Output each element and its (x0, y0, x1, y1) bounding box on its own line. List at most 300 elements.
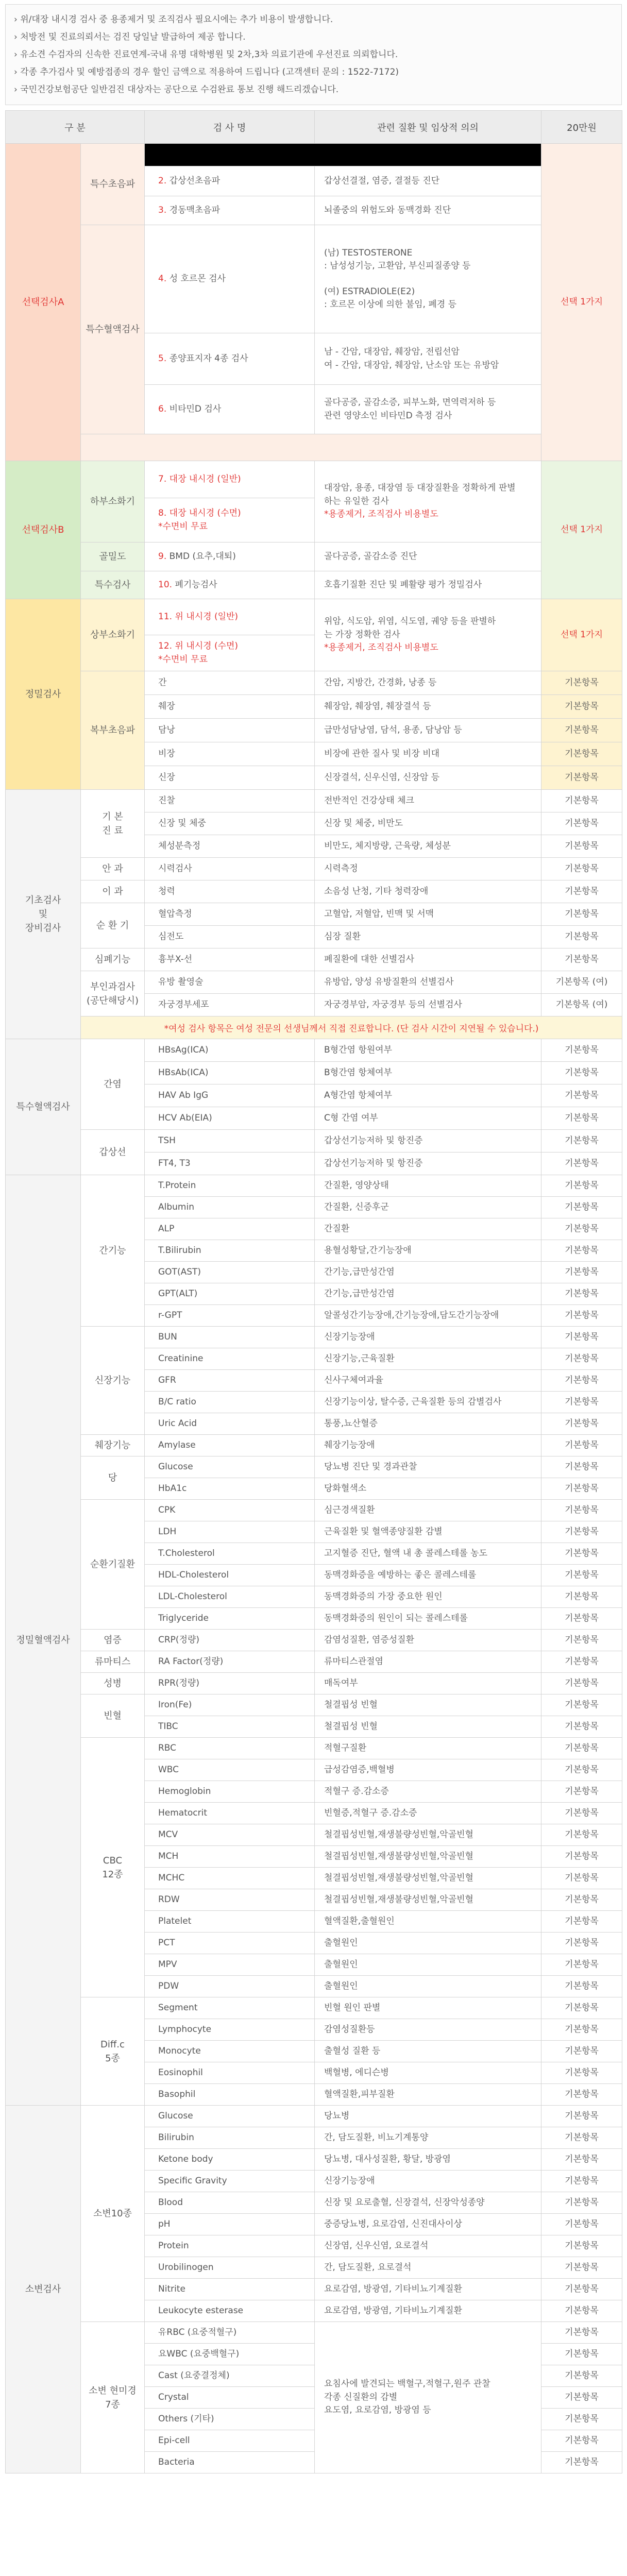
item-desc: 신장기능장애 (315, 1327, 541, 1348)
item-desc: 출혈원인 (315, 1933, 541, 1954)
header-price: 20만원 (541, 111, 622, 144)
item-price: 기본항목 (541, 1911, 622, 1933)
item-price: 기본항목 (여) (541, 971, 622, 994)
item-name: TIBC (145, 1716, 315, 1738)
item-name: Creatinine (145, 1348, 315, 1370)
item-desc: 호흡기질환 진단 및 폐활량 평가 정밀검사 (315, 571, 541, 599)
item-desc: 간, 담도질환, 요로결석 (315, 2257, 541, 2279)
table-row (6, 571, 622, 599)
item-name: r-GPT (145, 1305, 315, 1327)
item-desc: 골다공증, 골감소증, 피부노화, 면역력저하 등 관련 영양소인 비타민D 측정 검사 (315, 385, 541, 434)
header-category: 구 분 (6, 111, 145, 144)
item-name: Crystal (145, 2387, 315, 2409)
item-name: Basophil (145, 2084, 315, 2106)
sub-category: 췌장기능 (81, 1435, 145, 1456)
sub-category: 부인과검사 (공단해당시) (81, 971, 145, 1016)
item-name: MCV (145, 1824, 315, 1846)
item-desc: 혈액질환,피부질환 (315, 2084, 541, 2106)
table-header (6, 111, 622, 144)
item-name: HbA1c (145, 1478, 315, 1500)
item-desc: 출혈원인 (315, 1954, 541, 1976)
item-price: 기본항목 (541, 790, 622, 812)
item-name: Cast (요중결정체) (145, 2365, 315, 2387)
item-desc: 신장염, 신우신염, 요로결석 (315, 2235, 541, 2257)
item-desc: 중증당뇨병, 요로감염, 신진대사이상 (315, 2214, 541, 2235)
sub-category: 소변10종 (81, 2106, 145, 2322)
item-price: 기본항목 (541, 2257, 622, 2279)
item-name: 췌장 (145, 695, 315, 719)
table-row (6, 1651, 622, 1673)
item-price: 기본항목 (541, 1348, 622, 1370)
item-name: T.Bilirubin (145, 1240, 315, 1262)
item-name: PDW (145, 1976, 315, 1997)
item-desc: 간질환, 영양상태 (315, 1175, 541, 1197)
sub-category: 당 (81, 1456, 145, 1500)
item-price: 기본항목 (541, 766, 622, 790)
header-desc: 관련 질환 및 임상적 의의 (315, 111, 541, 144)
item-name: 11. 위 내시경 (일반) (145, 599, 315, 635)
item-name: 5. 종양표지자 4종 검사 (145, 333, 315, 385)
item-price: 기본항목 (541, 1759, 622, 1781)
item-name: 자궁경부세포 (145, 994, 315, 1016)
checkup-table (5, 110, 622, 2473)
item-desc: 전반적인 건강상태 체크 (315, 790, 541, 812)
item-name: GFR (145, 1370, 315, 1392)
desc-line: 각종 신질환의 감별 (324, 2392, 398, 2402)
item-desc: 췌장암, 췌장염, 췌장결석 등 (315, 695, 541, 719)
sub-category: 성병 (81, 1673, 145, 1694)
sub-category: 간기능 (81, 1175, 145, 1327)
item-price: 기본항목 (541, 1997, 622, 2019)
item-name: 8. 대장 내시경 (수면) *수면비 무료 (145, 498, 315, 543)
item-price: 기본항목 (541, 1694, 622, 1716)
item-price: 기본항목 (541, 2344, 622, 2365)
table-row (6, 1997, 622, 2019)
item-desc: 류마티스관절염 (315, 1651, 541, 1673)
item-name: 요WBC (요중백혈구) (145, 2344, 315, 2365)
item-name: 3. 경동맥초음파 (145, 196, 315, 225)
item-price: 기본항목 (541, 1673, 622, 1694)
item-desc: 철결핍성빈혈,재생불량성빈혈,악골빈혈 (315, 1868, 541, 1889)
item-price: 기본항목 (541, 1478, 622, 1500)
item-name: CRP(정량) (145, 1630, 315, 1651)
item-desc: 철결핍성빈혈,재생불량성빈혈,악골빈혈 (315, 1889, 541, 1911)
item-name: T.Protein (145, 1175, 315, 1197)
item-name: LDL-Cholesterol (145, 1586, 315, 1608)
item-price: 기본항목 (541, 948, 622, 971)
sub-category: 안 과 (81, 858, 145, 880)
item-name: Lymphocyte (145, 2019, 315, 2041)
item-price: 기본항목 (541, 1824, 622, 1846)
item-desc: 신장기능장애 (315, 2171, 541, 2192)
item-price: 기본항목 (541, 835, 622, 858)
choice-badge: 선택 1가지 (541, 599, 622, 671)
item-desc: 갑상선기능저하 및 항진증 (315, 1153, 541, 1175)
item-price: 기본항목 (541, 1846, 622, 1868)
microscopy-desc (315, 2322, 541, 2473)
table-row (6, 543, 622, 571)
desc-line: 요도염, 요로감염, 방광염 등 (324, 2405, 431, 2416)
category-select-b: 선택검사B (6, 461, 81, 599)
redacted-bar (145, 144, 541, 166)
item-name: TSH (145, 1130, 315, 1153)
item-desc: 유방암, 양성 유방질환의 선별검사 (315, 971, 541, 994)
item-price: 기본항목 (541, 2127, 622, 2149)
item-desc: 소음성 난청, 기타 청력장애 (315, 880, 541, 903)
table-row (6, 1456, 622, 1478)
item-price: 기본항목 (541, 1153, 622, 1175)
item-name: 10. 폐기능검사 (145, 571, 315, 599)
category-precise: 정밀검사 (6, 599, 81, 790)
table-row (6, 1435, 622, 1456)
item-desc: 간질환, 신증후군 (315, 1197, 541, 1218)
item-name: Nitrite (145, 2279, 315, 2300)
sub-abdomen: 복부초음파 (81, 671, 145, 790)
item-desc: 간질환 (315, 1218, 541, 1240)
item-desc: (남) TESTOSTERONE : 남성성기능, 고환암, 부신피질종양 등 (여) ESTRADIOLE(E2) : 호르몬 이상에 의한 불임, 폐경 등 (315, 225, 541, 333)
item-name: MCH (145, 1846, 315, 1868)
item-desc: 간기능,급만성간염 (315, 1262, 541, 1283)
item-price: 기본항목 (541, 2452, 622, 2473)
item-price: 기본항목 (541, 2171, 622, 2192)
item-price: 기본항목 (541, 1392, 622, 1413)
item-price: 기본항목 (541, 1435, 622, 1456)
item-name: Segment (145, 1997, 315, 2019)
notice-line: › 유소견 수검자의 신속한 진료연계-국내 유명 대학병원 및 2차,3차 의료기관에 우선진료 의뢰합니다. (14, 49, 398, 60)
choice-badge: 선택 1가지 (541, 144, 622, 461)
item-name: MCHC (145, 1868, 315, 1889)
item-price: 기본항목 (541, 1803, 622, 1824)
table-row (6, 790, 622, 812)
item-price: 기본항목 (541, 2387, 622, 2409)
table-row (6, 1673, 622, 1694)
table-row (6, 903, 622, 926)
item-price: 기본항목 (541, 880, 622, 903)
item-name: RBC (145, 1738, 315, 1759)
item-desc: 폐질환에 대한 선별검사 (315, 948, 541, 971)
header-item: 검 사 명 (145, 111, 315, 144)
item-desc: 심장 질환 (315, 926, 541, 948)
item-desc: 적혈구질환 (315, 1738, 541, 1759)
item-desc: 급만성담낭염, 담석, 용종, 담낭암 등 (315, 719, 541, 742)
item-name: 흉부X-선 (145, 948, 315, 971)
item-price: 기본항목 (541, 1976, 622, 1997)
item-name: Urobilinogen (145, 2257, 315, 2279)
item-name: 담낭 (145, 719, 315, 742)
item-name: T.Cholesterol (145, 1543, 315, 1565)
item-desc: 갑상선결절, 염증, 결절등 진단 (315, 166, 541, 196)
item-name: Glucose (145, 1456, 315, 1478)
item-price: 기본항목 (541, 1608, 622, 1630)
item-name: Uric Acid (145, 1413, 315, 1435)
item-desc: 당뇨병 진단 및 경과관찰 (315, 1456, 541, 1478)
item-desc: 혈액질환,출혈원인 (315, 1911, 541, 1933)
item-price: 기본항목 (여) (541, 994, 622, 1016)
item-name: Triglyceride (145, 1608, 315, 1630)
item-name: CPK (145, 1500, 315, 1521)
item-price: 기본항목 (541, 2106, 622, 2127)
item-name: RDW (145, 1889, 315, 1911)
sub-category: 류마티스 (81, 1651, 145, 1673)
sub-category: 소변 현미경 7종 (81, 2322, 145, 2473)
item-price: 기본항목 (541, 1107, 622, 1130)
item-price: 기본항목 (541, 742, 622, 766)
item-desc: 간, 담도질환, 비뇨기계통양 (315, 2127, 541, 2149)
table-row (6, 2322, 622, 2344)
item-price: 기본항목 (541, 1716, 622, 1738)
sub-category: 빈혈 (81, 1694, 145, 1738)
item-price: 기본항목 (541, 2235, 622, 2257)
item-desc: 요로감염, 방광염, 기타비뇨기계질환 (315, 2279, 541, 2300)
item-name: 유방 촬영술 (145, 971, 315, 994)
table-row (6, 1016, 622, 1039)
item-name: ALP (145, 1218, 315, 1240)
spacer-row (81, 434, 541, 461)
item-desc: 비만도, 체지방량, 근육량, 체성분 (315, 835, 541, 858)
item-name: RA Factor(정량) (145, 1651, 315, 1673)
item-price: 기본항목 (541, 671, 622, 695)
item-desc: 출혈원인 (315, 1976, 541, 1997)
item-desc: 동맥경화증의 원인이 되는 콜레스테롤 (315, 1608, 541, 1630)
table-row (6, 1738, 622, 1759)
item-desc: 근육질환 및 혈액종양질환 감별 (315, 1521, 541, 1543)
table-row (6, 1327, 622, 1348)
choice-badge: 선택 1가지 (541, 461, 622, 599)
item-desc: A형간염 항체여부 (315, 1084, 541, 1107)
table-row (6, 1500, 622, 1521)
item-name: 간 (145, 671, 315, 695)
item-price: 기본항목 (541, 2062, 622, 2084)
sub-special: 특수검사 (81, 571, 145, 599)
item-price: 기본항목 (541, 2041, 622, 2062)
item-price: 기본항목 (541, 1868, 622, 1889)
item-price: 기본항목 (541, 1889, 622, 1911)
table-row (6, 225, 622, 333)
item-desc: 동맥경화증의 가장 중요한 원인 (315, 1586, 541, 1608)
item-desc: C형 간염 여부 (315, 1107, 541, 1130)
item-price: 기본항목 (541, 2300, 622, 2322)
item-desc: 철결핍성 빈혈 (315, 1716, 541, 1738)
item-desc: 당화혈색소 (315, 1478, 541, 1500)
item-price: 기본항목 (541, 1262, 622, 1283)
item-price: 기본항목 (541, 1521, 622, 1543)
item-name: 12. 위 내시경 (수면) *수면비 무료 (145, 635, 315, 671)
item-name: 7. 대장 내시경 (일반) (145, 461, 315, 498)
table-row (6, 599, 622, 635)
sub-category: 심폐기능 (81, 948, 145, 971)
item-desc: 신장결석, 신우신염, 신장암 등 (315, 766, 541, 790)
item-price: 기본항목 (541, 1370, 622, 1392)
item-name: 6. 비타민D 검사 (145, 385, 315, 434)
notice-line: › 각종 추가검사 및 예방접종의 경우 할인 금액으로 적용하여 드립니다 (고객센터 문의 : 1522-7172) (14, 67, 399, 77)
sub-category: 염증 (81, 1630, 145, 1651)
item-price: 기본항목 (541, 1933, 622, 1954)
item-desc: B형간염 항체여부 (315, 1062, 541, 1084)
desc-line: 요침사에 발견되는 백혈구,적혈구,원주 관찰 (324, 2379, 490, 2389)
item-price: 기본항목 (541, 2409, 622, 2430)
sub-upper-gi: 상부소화기 (81, 599, 145, 671)
item-price: 기본항목 (541, 2430, 622, 2452)
item-price: 기본항목 (541, 2149, 622, 2171)
item-price: 기본항목 (541, 2214, 622, 2235)
item-desc: 매독여부 (315, 1673, 541, 1694)
item-name: 체성분측정 (145, 835, 315, 858)
sub-category: Diff.c 5종 (81, 1997, 145, 2106)
item-desc: 골다공증, 골감소증 진단 (315, 543, 541, 571)
item-name: Amylase (145, 1435, 315, 1456)
item-name: MPV (145, 1954, 315, 1976)
category-basic: 기초검사 및 장비검사 (6, 790, 81, 1039)
item-price: 기본항목 (541, 1240, 622, 1262)
table-row (6, 461, 622, 498)
item-name: Specific Gravity (145, 2171, 315, 2192)
category-blood: 정밀혈액검사 (6, 1175, 81, 2106)
item-desc: 급성감염증,백혈병 (315, 1759, 541, 1781)
sub-category: CBC 12종 (81, 1738, 145, 1997)
item-price: 기본항목 (541, 903, 622, 926)
item-desc: 자궁경부암, 자궁경부 등의 선별검사 (315, 994, 541, 1016)
table-row (6, 1130, 622, 1153)
item-name: Iron(Fe) (145, 1694, 315, 1716)
item-desc: 요로감염, 방광염, 기타비뇨기계질환 (315, 2300, 541, 2322)
table-row (6, 434, 622, 461)
item-name: B/C ratio (145, 1392, 315, 1413)
sub-special-blood: 특수혈액검사 (81, 225, 145, 434)
item-name: GOT(AST) (145, 1262, 315, 1283)
sub-category: 갑상선 (81, 1130, 145, 1175)
item-name: 유RBC (요중적혈구) (145, 2322, 315, 2344)
item-name: 진찰 (145, 790, 315, 812)
item-price: 기본항목 (541, 1565, 622, 1586)
category-special_blood: 특수혈액검사 (6, 1039, 81, 1175)
item-price: 기본항목 (541, 926, 622, 948)
item-desc: 신장기능이상, 탈수증, 근육질환 등의 감별검사 (315, 1392, 541, 1413)
table-row (6, 858, 622, 880)
item-price: 기본항목 (541, 1175, 622, 1197)
item-name: Blood (145, 2192, 315, 2214)
item-price: 기본항목 (541, 1456, 622, 1478)
item-price: 기본항목 (541, 1130, 622, 1153)
item-desc: 신장 및 체중, 비만도 (315, 812, 541, 835)
item-name: Bilirubin (145, 2127, 315, 2149)
item-price: 기본항목 (541, 1781, 622, 1803)
item-name: BUN (145, 1327, 315, 1348)
item-price: 기본항목 (541, 1197, 622, 1218)
item-name: WBC (145, 1759, 315, 1781)
item-name: 신장 및 체중 (145, 812, 315, 835)
item-name: Others (기타) (145, 2409, 315, 2430)
sub-lower-gi: 하부소화기 (81, 461, 145, 543)
item-name: Ketone body (145, 2149, 315, 2171)
item-price: 기본항목 (541, 1630, 622, 1651)
item-price: 기본항목 (541, 2192, 622, 2214)
sub-category: 신장기능 (81, 1327, 145, 1435)
item-name: pH (145, 2214, 315, 2235)
item-desc: 고혈압, 저혈압, 빈맥 및 서맥 (315, 903, 541, 926)
gastro-desc: 위암, 식도암, 위염, 식도염, 궤양 등을 판별하 는 가장 정확한 검사 *용종제거, 조직검사 비용별도 (315, 599, 541, 671)
item-price: 기본항목 (541, 695, 622, 719)
item-price: 기본항목 (541, 2019, 622, 2041)
item-desc: 심근경색질환 (315, 1500, 541, 1521)
sub-category: 순환기질환 (81, 1500, 145, 1630)
item-name: HBsAb(ICA) (145, 1062, 315, 1084)
item-price: 기본항목 (541, 2279, 622, 2300)
item-price: 기본항목 (541, 858, 622, 880)
item-name: 시력검사 (145, 858, 315, 880)
item-name: Albumin (145, 1197, 315, 1218)
table-row (6, 144, 622, 166)
table-row (6, 2106, 622, 2127)
item-name: Hematocrit (145, 1803, 315, 1824)
item-name: Leukocyte esterase (145, 2300, 315, 2322)
item-price: 기본항목 (541, 719, 622, 742)
item-name: 혈압측정 (145, 903, 315, 926)
item-desc: 감염성질환등 (315, 2019, 541, 2041)
item-desc: 갑상선기능저하 및 항진증 (315, 1130, 541, 1153)
item-desc: 철결핍성빈혈,재생불량성빈혈,악골빈혈 (315, 1824, 541, 1846)
item-price: 기본항목 (541, 2365, 622, 2387)
sub-category: 기 본 진 료 (81, 790, 145, 858)
item-name: Platelet (145, 1911, 315, 1933)
category-urine: 소변검사 (6, 2106, 81, 2473)
item-desc: 신사구체여과율 (315, 1370, 541, 1392)
item-desc: 감염성질환, 염증성질환 (315, 1630, 541, 1651)
item-name: LDH (145, 1521, 315, 1543)
item-desc: 당뇨병, 대사성질환, 황달, 방광염 (315, 2149, 541, 2171)
item-name: FT4, T3 (145, 1153, 315, 1175)
item-name: 2. 갑상선초음파 (145, 166, 315, 196)
item-desc: B형간염 항원여부 (315, 1039, 541, 1062)
item-desc: 적혈구 증.감소증 (315, 1781, 541, 1803)
item-desc: 시력측정 (315, 858, 541, 880)
item-name: 비장 (145, 742, 315, 766)
item-name: 신장 (145, 766, 315, 790)
sub-special-ultrasound: 특수초음파 (81, 144, 145, 225)
item-price: 기본항목 (541, 1084, 622, 1107)
table-row (6, 1694, 622, 1716)
item-name: 4. 성 호르몬 검사 (145, 225, 315, 333)
item-price: 기본항목 (541, 1283, 622, 1305)
sub-bone: 골밀도 (81, 543, 145, 571)
item-price: 기본항목 (541, 1305, 622, 1327)
item-price: 기본항목 (541, 1062, 622, 1084)
item-desc: 당뇨병 (315, 2106, 541, 2127)
item-desc: 췌장기능장애 (315, 1435, 541, 1456)
table-row (6, 671, 622, 695)
item-price: 기본항목 (541, 1039, 622, 1062)
table-row (6, 1175, 622, 1197)
table-row (6, 880, 622, 903)
category-select-a: 선택검사A (6, 144, 81, 461)
item-desc: 고지혈증 진단, 혈액 내 총 콜레스테롤 농도 (315, 1543, 541, 1565)
female-doctor-notice: *여성 검사 항목은 여성 전문의 선생님께서 직접 진료합니다. (단 검사 시간이 지연될 수 있습니다.) (81, 1016, 622, 1039)
sub-category: 순 환 기 (81, 903, 145, 948)
item-desc: 빈혈 원인 판별 (315, 1997, 541, 2019)
item-desc: 철결핍성빈혈,재생불량성빈혈,악골빈혈 (315, 1846, 541, 1868)
item-desc: 알콜성간기능장애,간기능장애,담도간기능장애 (315, 1305, 541, 1327)
item-price: 기본항목 (541, 2322, 622, 2344)
table-row (6, 1630, 622, 1651)
colon-desc: 대장암, 용종, 대장염 등 대장질환을 정확하게 판별 하는 유일한 검사 *용종제거, 조직검사 비용별도 (315, 461, 541, 543)
item-desc: 비장에 관한 질사 및 비장 비대 (315, 742, 541, 766)
item-price: 기본항목 (541, 1327, 622, 1348)
item-desc: 간암, 지방간, 간경화, 낭종 등 (315, 671, 541, 695)
table-row (6, 948, 622, 971)
item-price: 기본항목 (541, 1651, 622, 1673)
item-price: 기본항목 (541, 1218, 622, 1240)
item-desc: 동맥경화증을 예방하는 좋은 콜레스테롤 (315, 1565, 541, 1586)
item-name: Eosinophil (145, 2062, 315, 2084)
